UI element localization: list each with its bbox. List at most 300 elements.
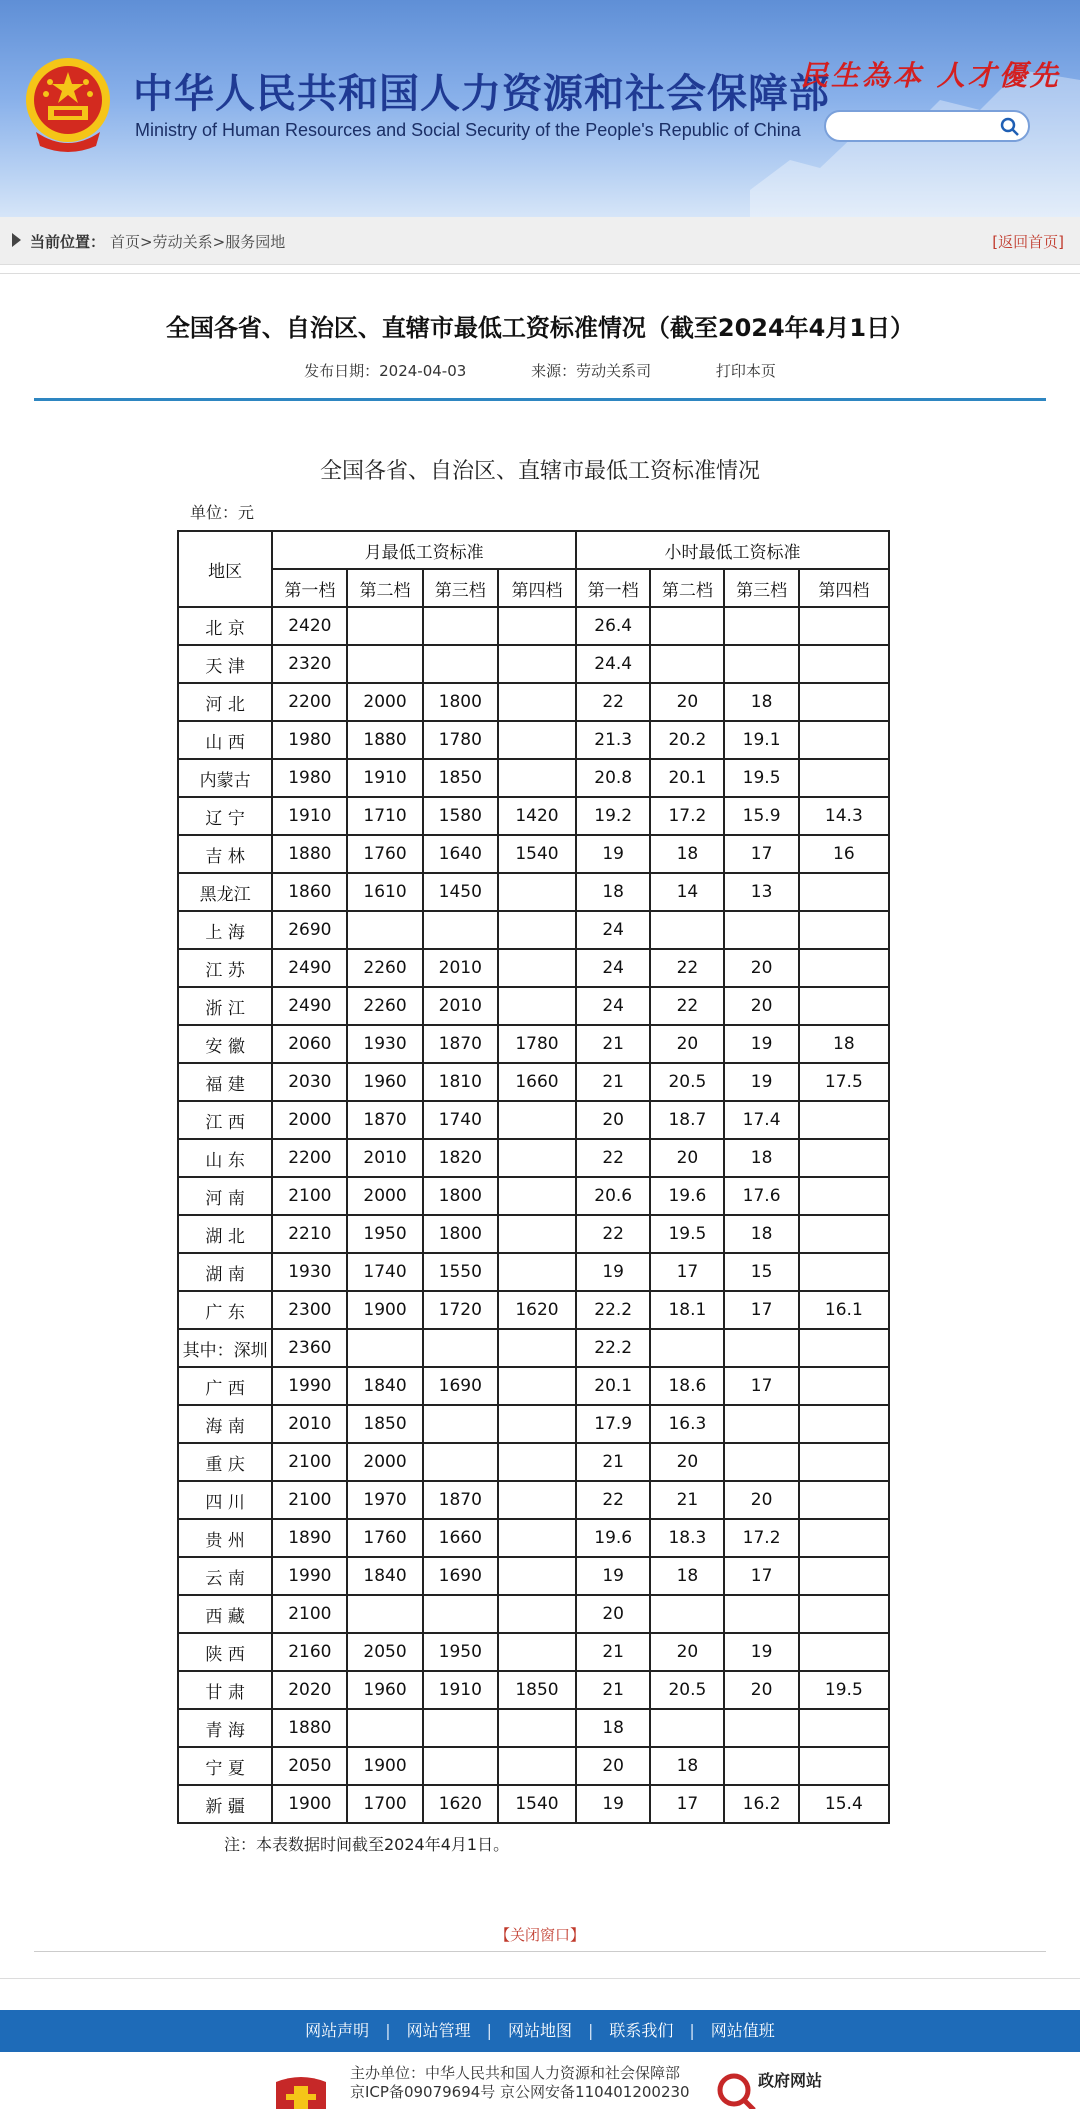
monthly-wage-cell: 1700 [347, 1785, 422, 1823]
table-row [178, 1595, 889, 1633]
hourly-wage-cell: 18.3 [650, 1519, 724, 1557]
hourly-wage-cell: 20 [576, 1595, 650, 1633]
monthly-wage-cell [498, 1405, 576, 1443]
region-cell: 湖 南 [178, 1253, 272, 1291]
hourly-wage-cell: 20 [650, 1139, 724, 1177]
hourly-wage-cell [799, 1253, 889, 1291]
monthly-wage-cell: 1870 [347, 1101, 422, 1139]
hourly-wage-cell: 17 [724, 835, 798, 873]
hourly-wage-cell [799, 1519, 889, 1557]
monthly-wage-cell [498, 1253, 576, 1291]
monthly-wage-cell: 2050 [347, 1633, 422, 1671]
gov-site-label: 政府网站 [758, 2071, 823, 2090]
region-cell: 青 海 [178, 1709, 272, 1747]
table-row [178, 987, 889, 1025]
monthly-wage-cell: 2260 [347, 987, 422, 1025]
table-title: 全国各省、自治区、直辖市最低工资标准情况 [319, 459, 760, 484]
hourly-wage-cell: 22 [576, 1139, 650, 1177]
monthly-wage-cell: 2050 [272, 1747, 347, 1785]
monthly-wage-cell: 1660 [498, 1063, 576, 1101]
hourly-wage-cell [799, 1557, 889, 1595]
hourly-wage-cell: 17.2 [650, 797, 724, 835]
hourly-wage-cell: 17.2 [724, 1519, 798, 1557]
region-cell: 河 北 [178, 683, 272, 721]
hourly-wage-cell: 19 [576, 1557, 650, 1595]
hourly-wage-cell: 22.2 [576, 1291, 650, 1329]
hourly-wage-cell [799, 721, 889, 759]
hourly-wage-cell: 18 [724, 1215, 798, 1253]
monthly-wage-cell: 2300 [272, 1291, 347, 1329]
hourly-wage-cell: 22 [576, 683, 650, 721]
hourly-wage-cell: 21 [650, 1481, 724, 1519]
tier-header: 第三档 [724, 569, 798, 607]
hourly-wage-cell: 20.6 [576, 1177, 650, 1215]
footer-link-sitemap[interactable]: 网站地图 [507, 2021, 572, 2040]
print-link[interactable]: 打印本页 [715, 362, 776, 380]
monthly-wage-cell [347, 607, 422, 645]
monthly-wage-cell: 1970 [347, 1481, 422, 1519]
table-row [178, 1443, 889, 1481]
region-cell: 江 苏 [178, 949, 272, 987]
gov-site-search-icon[interactable] [716, 2072, 756, 2109]
monthly-wage-cell: 1840 [347, 1367, 422, 1405]
hourly-wage-cell: 21.3 [576, 721, 650, 759]
minimum-wage-table [177, 530, 890, 1824]
monthly-wage-cell [423, 1443, 498, 1481]
monthly-wage-cell: 1950 [423, 1633, 498, 1671]
monthly-wage-cell: 2210 [272, 1215, 347, 1253]
monthly-wage-cell: 1580 [423, 797, 498, 835]
monthly-wage-cell: 2000 [347, 683, 422, 721]
hourly-wage-cell: 20 [724, 987, 798, 1025]
hourly-wage-cell: 17 [724, 1291, 798, 1329]
region-cell: 贵 州 [178, 1519, 272, 1557]
monthly-wage-cell: 2490 [272, 949, 347, 987]
hourly-wage-cell: 14 [650, 873, 724, 911]
hourly-wage-cell: 19.1 [724, 721, 798, 759]
footer-sponsor [350, 2064, 690, 2102]
monthly-wage-cell [498, 1709, 576, 1747]
monthly-wage-cell: 2200 [272, 1139, 347, 1177]
region-cell: 西 藏 [178, 1595, 272, 1633]
hourly-wage-cell: 16.2 [724, 1785, 798, 1823]
monthly-wage-cell [498, 1747, 576, 1785]
footer-link-management[interactable]: 网站管理 [406, 2021, 471, 2040]
monthly-wage-cell: 2030 [272, 1063, 347, 1101]
site-title: 中华人民共和国人力资源和社会保障部 [133, 71, 830, 117]
table-row [178, 949, 889, 987]
table-row [178, 607, 889, 645]
hourly-wage-cell: 16 [799, 835, 889, 873]
table-row [178, 1747, 889, 1785]
hourly-wage-cell: 22 [650, 987, 724, 1025]
monthly-wage-cell: 2690 [272, 911, 347, 949]
table-row [178, 1481, 889, 1519]
monthly-wage-cell: 1420 [498, 797, 576, 835]
hourly-wage-cell: 18.1 [650, 1291, 724, 1329]
triangle-right-icon [12, 233, 21, 247]
table-row [178, 1139, 889, 1177]
region-cell: 广 东 [178, 1291, 272, 1329]
monthly-wage-cell [347, 1329, 422, 1367]
monthly-wage-cell: 1910 [272, 797, 347, 835]
tier-header: 第一档 [272, 569, 347, 607]
monthly-wage-cell [423, 911, 498, 949]
hourly-wage-cell: 17 [724, 1557, 798, 1595]
monthly-wage-cell: 1910 [347, 759, 422, 797]
hourly-wage-cell [724, 1443, 798, 1481]
hourly-wage-cell: 18 [650, 1557, 724, 1595]
table-row [178, 1329, 889, 1367]
monthly-wage-cell: 1930 [272, 1253, 347, 1291]
hourly-wage-cell: 16.1 [799, 1291, 889, 1329]
monthly-wage-cell: 1860 [272, 873, 347, 911]
hourly-wage-cell [650, 645, 724, 683]
hourly-wage-cell [724, 1329, 798, 1367]
region-cell: 重 庆 [178, 1443, 272, 1481]
region-cell: 浙 江 [178, 987, 272, 1025]
monthly-wage-cell: 1900 [347, 1747, 422, 1785]
site-subtitle: Ministry of Human Resources and Social Security of the People's Republic of China [135, 120, 801, 140]
hourly-wage-cell: 21 [576, 1063, 650, 1101]
monthly-wage-cell [423, 1747, 498, 1785]
monthly-wage-cell: 2100 [272, 1177, 347, 1215]
hourly-wage-cell [650, 607, 724, 645]
hourly-wage-cell: 22.2 [576, 1329, 650, 1367]
monthly-wage-cell: 1640 [423, 835, 498, 873]
search-icon[interactable] [1000, 117, 1020, 137]
monthly-wage-cell [498, 683, 576, 721]
region-cell: 北 京 [178, 607, 272, 645]
hourly-wage-cell: 24 [576, 949, 650, 987]
hourly-wage-cell [724, 1595, 798, 1633]
hourly-wage-cell: 24 [576, 911, 650, 949]
table-row [178, 1633, 889, 1671]
monthly-wage-cell: 1550 [423, 1253, 498, 1291]
hourly-wage-cell: 20.5 [650, 1063, 724, 1101]
article-title: 全国各省、自治区、直辖市最低工资标准情况（截至2024年4月1日） [165, 314, 915, 342]
hourly-wage-cell [799, 759, 889, 797]
close-window-link[interactable]: 【关闭窗口】 [494, 1926, 585, 1944]
table-body [178, 607, 889, 1823]
monthly-wage-cell: 1710 [347, 797, 422, 835]
monthly-wage-cell [498, 911, 576, 949]
monthly-wage-cell: 2000 [272, 1101, 347, 1139]
monthly-wage-cell [498, 1139, 576, 1177]
table-row [178, 1519, 889, 1557]
monthly-wage-cell: 1900 [272, 1785, 347, 1823]
monthly-wage-cell [498, 1443, 576, 1481]
site-header [0, 0, 1080, 217]
hourly-wage-cell: 21 [576, 1025, 650, 1063]
region-cell: 安 徽 [178, 1025, 272, 1063]
monthly-wage-cell [423, 607, 498, 645]
hourly-wage-cell: 15 [724, 1253, 798, 1291]
hourly-wage-cell: 22 [650, 949, 724, 987]
breadcrumb-bar [0, 217, 1080, 265]
hourly-wage-cell: 17.5 [799, 1063, 889, 1101]
hourly-wage-cell [799, 1367, 889, 1405]
monthly-wage-cell: 2360 [272, 1329, 347, 1367]
monthly-wage-cell [498, 987, 576, 1025]
sponsor-text: 主办单位：中华人民共和国人力资源和社会保障部 [350, 2064, 681, 2082]
region-cell: 云 南 [178, 1557, 272, 1595]
tier-header: 第三档 [423, 569, 498, 607]
monthly-wage-cell: 1850 [498, 1671, 576, 1709]
tier-header: 第二档 [650, 569, 724, 607]
region-cell: 甘 肃 [178, 1671, 272, 1709]
hourly-wage-cell [799, 1709, 889, 1747]
hourly-wage-cell: 19 [576, 1253, 650, 1291]
monthly-wage-cell: 1870 [423, 1481, 498, 1519]
site-slogan: 民生為本 人才優先 [800, 59, 1061, 92]
hourly-wage-cell: 15.9 [724, 797, 798, 835]
region-cell: 广 西 [178, 1367, 272, 1405]
hourly-wage-cell [799, 873, 889, 911]
hourly-wage-cell: 18 [650, 835, 724, 873]
monthly-wage-cell [498, 759, 576, 797]
footer-link-duty[interactable]: 网站值班 [710, 2021, 775, 2040]
search-box[interactable] [824, 110, 1030, 142]
region-cell: 江 西 [178, 1101, 272, 1139]
region-cell: 河 南 [178, 1177, 272, 1215]
search-input[interactable] [838, 116, 998, 136]
region-header: 地区 [178, 531, 272, 607]
hourly-wage-cell [799, 683, 889, 721]
monthly-wage-cell: 1760 [347, 1519, 422, 1557]
monthly-wage-cell: 2010 [423, 987, 498, 1025]
monthly-wage-cell: 1620 [423, 1785, 498, 1823]
footer-nav [0, 2010, 1080, 2052]
tier-header: 第四档 [799, 569, 889, 607]
hourly-wage-cell: 19 [724, 1063, 798, 1101]
monthly-wage-cell: 2320 [272, 645, 347, 683]
region-cell: 陕 西 [178, 1633, 272, 1671]
breadcrumb-home[interactable]: 首页 [110, 233, 141, 251]
monthly-wage-cell: 2010 [272, 1405, 347, 1443]
hourly-wage-cell [724, 1405, 798, 1443]
monthly-wage-cell [498, 1481, 576, 1519]
article-container [0, 273, 1080, 1979]
footer-link-statement[interactable]: 网站声明 [305, 2021, 370, 2040]
monthly-wage-cell [347, 645, 422, 683]
monthly-wage-cell [423, 1405, 498, 1443]
hourly-wage-cell: 19.5 [799, 1671, 889, 1709]
hourly-wage-cell: 21 [576, 1671, 650, 1709]
tier-header: 第四档 [498, 569, 576, 607]
hourly-wage-cell: 19 [576, 835, 650, 873]
region-cell: 新 疆 [178, 1785, 272, 1823]
hourly-wage-cell: 18 [724, 683, 798, 721]
hourly-header: 小时最低工资标准 [576, 531, 889, 569]
monthly-wage-cell: 1850 [423, 759, 498, 797]
footer-link-contact[interactable]: 联系我们 [609, 2021, 674, 2040]
monthly-wage-cell: 1660 [423, 1519, 498, 1557]
monthly-wage-cell [498, 949, 576, 987]
hourly-wage-cell: 13 [724, 873, 798, 911]
hourly-wage-cell [650, 1595, 724, 1633]
monthly-wage-cell: 1990 [272, 1367, 347, 1405]
monthly-wage-cell [498, 1101, 576, 1139]
monthly-wage-cell: 2000 [347, 1177, 422, 1215]
region-cell: 内蒙古 [178, 759, 272, 797]
monthly-wage-cell: 1900 [347, 1291, 422, 1329]
region-cell: 海 南 [178, 1405, 272, 1443]
monthly-wage-cell [498, 1329, 576, 1367]
monthly-wage-cell: 1930 [347, 1025, 422, 1063]
monthly-wage-cell: 1950 [347, 1215, 422, 1253]
breadcrumb-labor-relations[interactable]: 劳动关系 [152, 233, 213, 251]
breadcrumb-label: 当前位置： [30, 233, 106, 251]
table-row [178, 1291, 889, 1329]
national-emblem-icon [22, 54, 114, 154]
monthly-wage-cell [347, 911, 422, 949]
monthly-wage-cell: 2100 [272, 1443, 347, 1481]
monthly-wage-cell: 1610 [347, 873, 422, 911]
monthly-wage-cell: 1720 [423, 1291, 498, 1329]
hourly-wage-cell: 19.5 [724, 759, 798, 797]
monthly-wage-cell [498, 873, 576, 911]
hourly-wage-cell [650, 911, 724, 949]
hourly-wage-cell: 19 [724, 1025, 798, 1063]
monthly-wage-cell [347, 1595, 422, 1633]
region-cell: 辽 宁 [178, 797, 272, 835]
table-row [178, 797, 889, 835]
table-unit: 单位：元 [190, 503, 255, 522]
region-cell: 吉 林 [178, 835, 272, 873]
monthly-wage-cell [423, 1595, 498, 1633]
hourly-wage-cell [799, 1405, 889, 1443]
tier-header: 第一档 [576, 569, 650, 607]
tier-header: 第二档 [347, 569, 422, 607]
hourly-wage-cell [799, 1443, 889, 1481]
table-row [178, 721, 889, 759]
monthly-header: 月最低工资标准 [272, 531, 576, 569]
hourly-wage-cell: 20.5 [650, 1671, 724, 1709]
monthly-wage-cell: 1850 [347, 1405, 422, 1443]
hourly-wage-cell [799, 1177, 889, 1215]
hourly-wage-cell: 22 [576, 1215, 650, 1253]
monthly-wage-cell: 1960 [347, 1671, 422, 1709]
hourly-wage-cell [799, 607, 889, 645]
monthly-wage-cell [423, 1709, 498, 1747]
monthly-wage-cell [498, 645, 576, 683]
article-source: 来源：劳动关系司 [531, 362, 652, 380]
table-row [178, 1709, 889, 1747]
monthly-wage-cell: 1800 [423, 683, 498, 721]
monthly-wage-cell [498, 1519, 576, 1557]
table-row [178, 1063, 889, 1101]
table-row [178, 911, 889, 949]
table-row [178, 759, 889, 797]
region-cell: 四 川 [178, 1481, 272, 1519]
region-cell: 宁 夏 [178, 1747, 272, 1785]
hourly-wage-cell: 18 [576, 873, 650, 911]
hourly-wage-cell: 19.6 [576, 1519, 650, 1557]
hourly-wage-cell: 18 [576, 1709, 650, 1747]
breadcrumb-service[interactable]: 服务园地 [225, 233, 286, 251]
monthly-wage-cell: 1990 [272, 1557, 347, 1595]
table-row [178, 1215, 889, 1253]
hourly-wage-cell [799, 1329, 889, 1367]
region-cell: 黑龙江 [178, 873, 272, 911]
hourly-wage-cell: 19 [576, 1785, 650, 1823]
hourly-wage-cell: 20 [576, 1101, 650, 1139]
hourly-wage-cell [724, 645, 798, 683]
monthly-wage-cell: 1780 [498, 1025, 576, 1063]
monthly-wage-cell: 1740 [423, 1101, 498, 1139]
hourly-wage-cell: 19 [724, 1633, 798, 1671]
hourly-wage-cell [724, 1709, 798, 1747]
hourly-wage-cell: 20 [650, 1025, 724, 1063]
monthly-wage-cell: 2160 [272, 1633, 347, 1671]
monthly-wage-cell: 1880 [347, 721, 422, 759]
region-cell: 其中：深圳 [178, 1329, 272, 1367]
hourly-wage-cell: 22 [576, 1481, 650, 1519]
ministry-logo-icon [272, 2072, 330, 2109]
monthly-wage-cell: 1800 [423, 1177, 498, 1215]
monthly-wage-cell: 1820 [423, 1139, 498, 1177]
hourly-wage-cell: 19.6 [650, 1177, 724, 1215]
hourly-wage-cell: 20 [650, 683, 724, 721]
monthly-wage-cell: 2200 [272, 683, 347, 721]
monthly-wage-cell: 2100 [272, 1481, 347, 1519]
hourly-wage-cell: 20.1 [650, 759, 724, 797]
footer-bottom [0, 2052, 1080, 2109]
monthly-wage-cell [498, 1367, 576, 1405]
hourly-wage-cell: 24 [576, 987, 650, 1025]
monthly-wage-cell: 1450 [423, 873, 498, 911]
publish-date: 发布日期：2024-04-03 [304, 362, 467, 380]
hourly-wage-cell [799, 1215, 889, 1253]
hourly-wage-cell: 15.4 [799, 1785, 889, 1823]
hourly-wage-cell: 17 [724, 1367, 798, 1405]
table-row [178, 645, 889, 683]
hourly-wage-cell: 24.4 [576, 645, 650, 683]
monthly-wage-cell: 1890 [272, 1519, 347, 1557]
hourly-wage-cell: 20.8 [576, 759, 650, 797]
monthly-wage-cell [423, 645, 498, 683]
table-row [178, 1025, 889, 1063]
hourly-wage-cell [799, 1101, 889, 1139]
table-row [178, 1367, 889, 1405]
monthly-wage-cell: 1540 [498, 835, 576, 873]
monthly-wage-cell: 1740 [347, 1253, 422, 1291]
hourly-wage-cell [724, 911, 798, 949]
hourly-wage-cell: 20 [650, 1633, 724, 1671]
monthly-wage-cell: 2260 [347, 949, 422, 987]
hourly-wage-cell: 20 [576, 1747, 650, 1785]
footer-separator: | [385, 2021, 391, 2040]
table-note: 注：本表数据时间截至2024年4月1日。 [224, 1835, 510, 1854]
hourly-wage-cell: 20 [724, 949, 798, 987]
table-row [178, 1785, 889, 1823]
table-row [178, 1177, 889, 1215]
monthly-wage-cell [498, 1595, 576, 1633]
hourly-wage-cell: 20.2 [650, 721, 724, 759]
hourly-wage-cell: 18 [799, 1025, 889, 1063]
hourly-wage-cell [799, 1747, 889, 1785]
back-home-link[interactable]: [返回首页] [992, 233, 1064, 251]
monthly-wage-cell [498, 1177, 576, 1215]
bottom-divider [34, 1951, 1046, 1952]
breadcrumb-separator: > [212, 233, 226, 251]
monthly-wage-cell: 1690 [423, 1367, 498, 1405]
monthly-wage-cell: 1870 [423, 1025, 498, 1063]
hourly-wage-cell: 18 [724, 1139, 798, 1177]
title-divider [34, 398, 1046, 401]
monthly-wage-cell [498, 607, 576, 645]
